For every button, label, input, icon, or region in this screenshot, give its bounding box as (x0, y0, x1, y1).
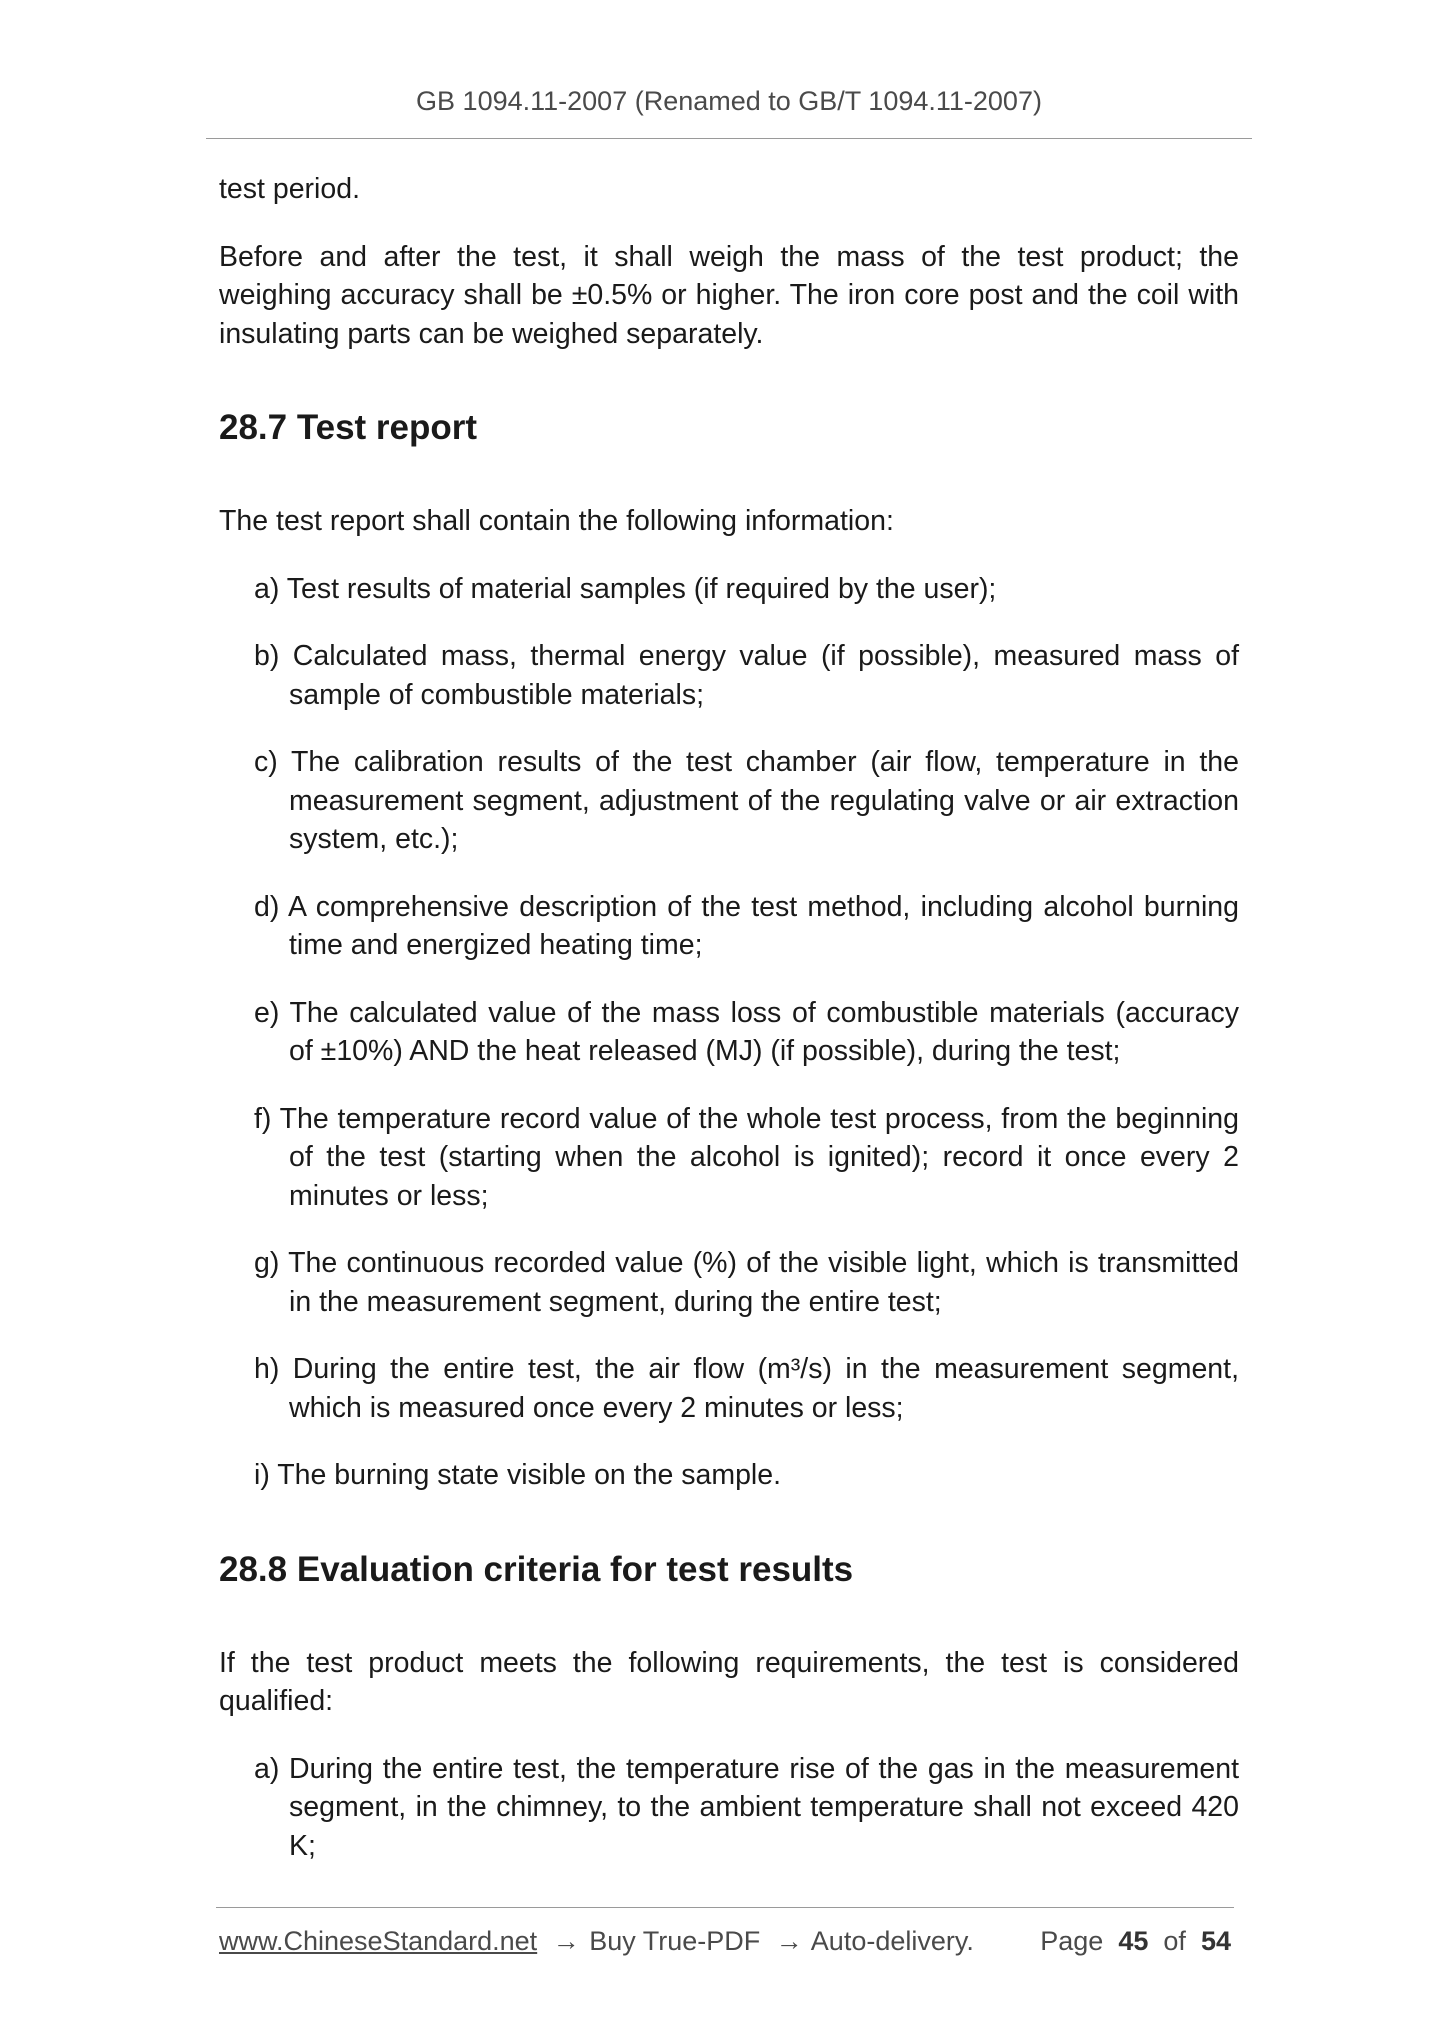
footer-divider (216, 1907, 1234, 1908)
running-header: GB 1094.11-2007 (Renamed to GB/T 1094.11-2007) (416, 86, 1042, 116)
section-heading-28-8: 28.8 Evaluation criteria for test results (219, 1549, 854, 1589)
page-label: Page (1040, 1926, 1104, 1956)
buy-true-pdf-text: Buy True-PDF (589, 1926, 761, 1956)
document-body (219, 170, 1239, 1894)
page-number: 45 (1118, 1926, 1149, 1956)
intro-line: test period. (219, 173, 360, 205)
list-item: b) Calculated mass, thermal energy value (if possible), measured mass of sample of combustible materials; (254, 640, 1239, 711)
list-item: g) The continuous recorded value (%) of the visible light, which is transmitted in the measurement segment, during the entire test; (254, 1247, 1239, 1318)
arrow-right-icon: → (552, 1926, 580, 1956)
page-footer (219, 1926, 1231, 1957)
list-item: f) The temperature record value of the whole test process, from the beginning of the test (starting when the alcohol is ignited); record it once every 2 minutes or less; (254, 1102, 1239, 1212)
auto-delivery-text: Auto-delivery. (810, 1926, 974, 1956)
page-total: 54 (1200, 1926, 1231, 1956)
list-item: a) During the entire test, the temperature rise of the gas in the measurement segment, in the chimney, to the ambient temperature shall not exceed 420 K; (254, 1752, 1239, 1862)
list-item: e) The calculated value of the mass loss of combustible materials (accuracy of ±10%) AND the heat released (MJ) (if possible), during the test; (254, 996, 1239, 1067)
of-label: of (1163, 1926, 1186, 1956)
intro-paragraph: Before and after the test, it shall weigh the mass of the test product; the weighing accuracy shall be ±0.5% or higher. The iron core post and the coil with insulating parts can be weighed separately. (219, 240, 1239, 350)
list-item: h) During the entire test, the air flow (m³/s) in the measurement segment, which is measured once every 2 minutes or less; (254, 1353, 1239, 1424)
evaluation-criteria-list (219, 1750, 1239, 1866)
section-heading-28-7: 28.7 Test report (219, 408, 478, 447)
section-28-8-lead: If the test product meets the following requirements, the test is considered qualified: (219, 1646, 1239, 1717)
list-item: a) Test results of material samples (if required by the user); (254, 572, 997, 605)
website-link[interactable]: www.ChineseStandard.net (219, 1926, 538, 1956)
list-item: c) The calibration results of the test chamber (air flow, temperature in the measurement segment, adjustment of the regulating valve or air extraction system, etc.); (254, 746, 1239, 855)
list-item: d) A comprehensive description of the test method, including alcohol burning time and energized heating time; (254, 890, 1239, 961)
test-report-list (219, 570, 1239, 1495)
page-indicator (1040, 1926, 1231, 1957)
arrow-right-icon: → (775, 1926, 803, 1956)
list-item: i) The burning state visible on the sample. (254, 1459, 782, 1491)
section-28-7-lead: The test report shall contain the following information: (219, 505, 894, 537)
header-divider (206, 138, 1252, 139)
